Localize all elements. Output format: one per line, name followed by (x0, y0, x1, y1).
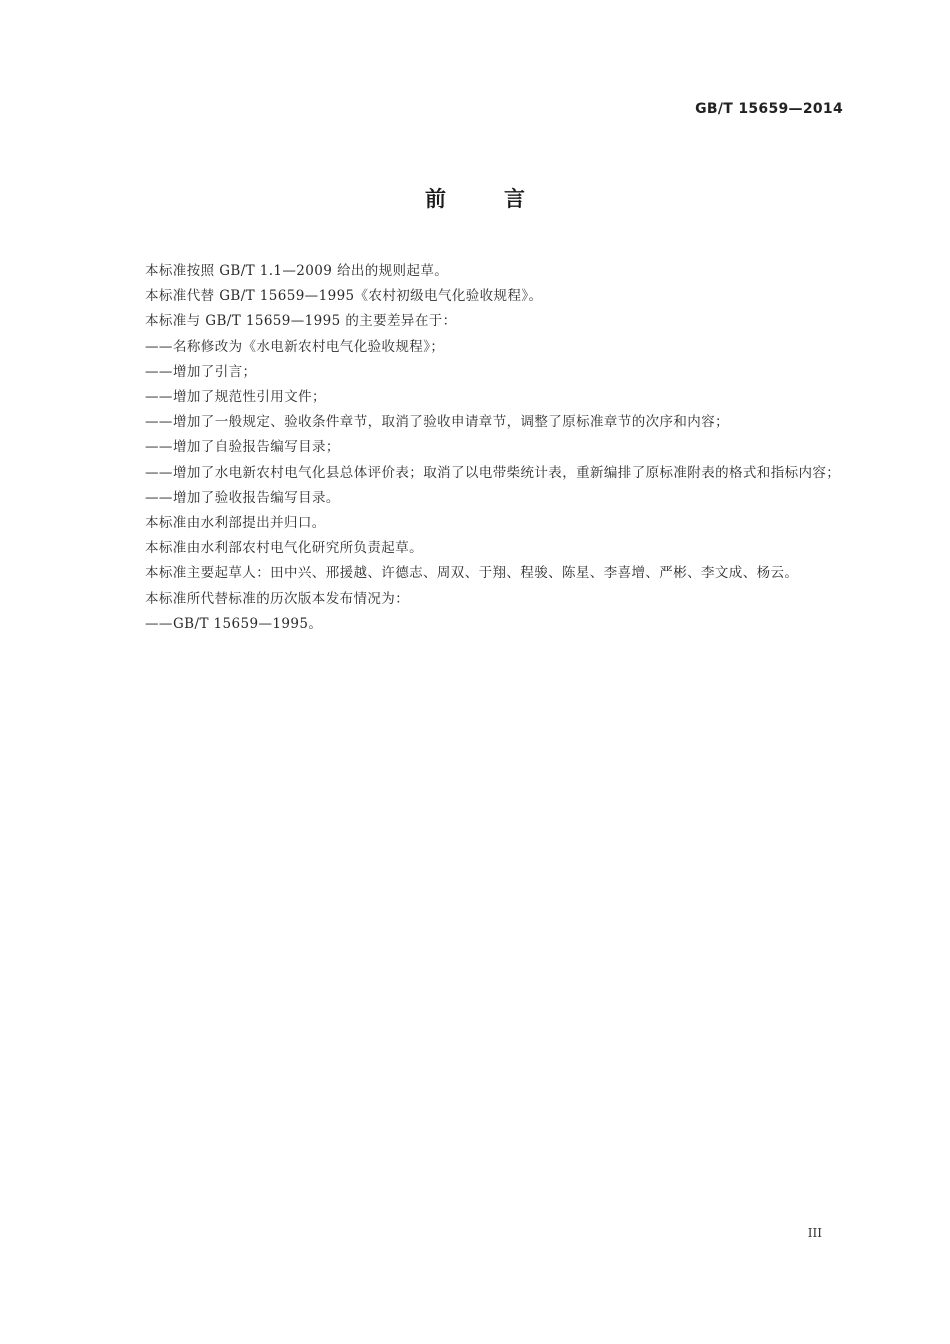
list-item-text: 增加了一般规定、验收条件章节，取消了验收申请章节，调整了原标准章节的次序和内容； (173, 414, 729, 431)
list-item (145, 335, 845, 360)
document-body (145, 259, 845, 637)
page-title: 前言 (425, 187, 583, 211)
standard-code: GB/T 15659—2014 (695, 101, 843, 117)
list-item (145, 435, 845, 460)
list-dash: —— (145, 615, 173, 632)
page-number: III (807, 1226, 822, 1240)
list-item-text: 增加了验收报告编写目录。 (173, 489, 340, 506)
paragraph-differences-intro: 本标准与 GB/T 15659—1995 的主要差异在于： (145, 313, 457, 330)
list-item-text: 增加了自验报告编写目录； (173, 439, 340, 456)
list-item-text: 增加了规范性引用文件； (173, 389, 326, 406)
list-dash: —— (145, 414, 173, 431)
list-dash: —— (145, 489, 173, 506)
paragraph-drafters: 本标准主要起草人：田中兴、邢援越、许德志、周双、于翔、程骏、陈星、李喜增、严彬、李文成、杨云。 (145, 565, 799, 582)
list-item-text: 名称修改为《水电新农村电气化验收规程》； (173, 338, 445, 355)
list-item (145, 385, 845, 410)
paragraph-drafter-org: 本标准由水利部农村电气化研究所负责起草。 (145, 540, 423, 557)
list-dash: —— (145, 363, 173, 380)
changes-list (145, 335, 845, 511)
list-item-text: 增加了水电新农村电气化县总体评价表；取消了以电带柴统计表，重新编排了原标准附表的格式和指标内容； (173, 464, 841, 481)
paragraph-history-intro: 本标准所代替标准的历次版本发布情况为： (145, 590, 410, 607)
list-item-text: 增加了引言； (173, 363, 257, 380)
list-item (145, 486, 845, 511)
list-item (145, 461, 845, 486)
paragraph-proposer: 本标准由水利部提出并归口。 (145, 515, 326, 532)
list-item (145, 612, 845, 637)
list-dash: —— (145, 464, 173, 481)
paragraph-replaces: 本标准代替 GB/T 15659—1995《农村初级电气化验收规程》。 (145, 288, 543, 305)
paragraph-drafting-rule: 本标准按照 GB/T 1.1—2009 给出的规则起草。 (145, 263, 449, 279)
list-item-text: GB/T 15659—1995。 (173, 615, 323, 632)
list-item (145, 360, 845, 385)
history-list (145, 612, 845, 637)
list-dash: —— (145, 389, 173, 406)
list-item (145, 410, 845, 435)
list-dash: —— (145, 439, 173, 456)
list-dash: —— (145, 338, 173, 355)
